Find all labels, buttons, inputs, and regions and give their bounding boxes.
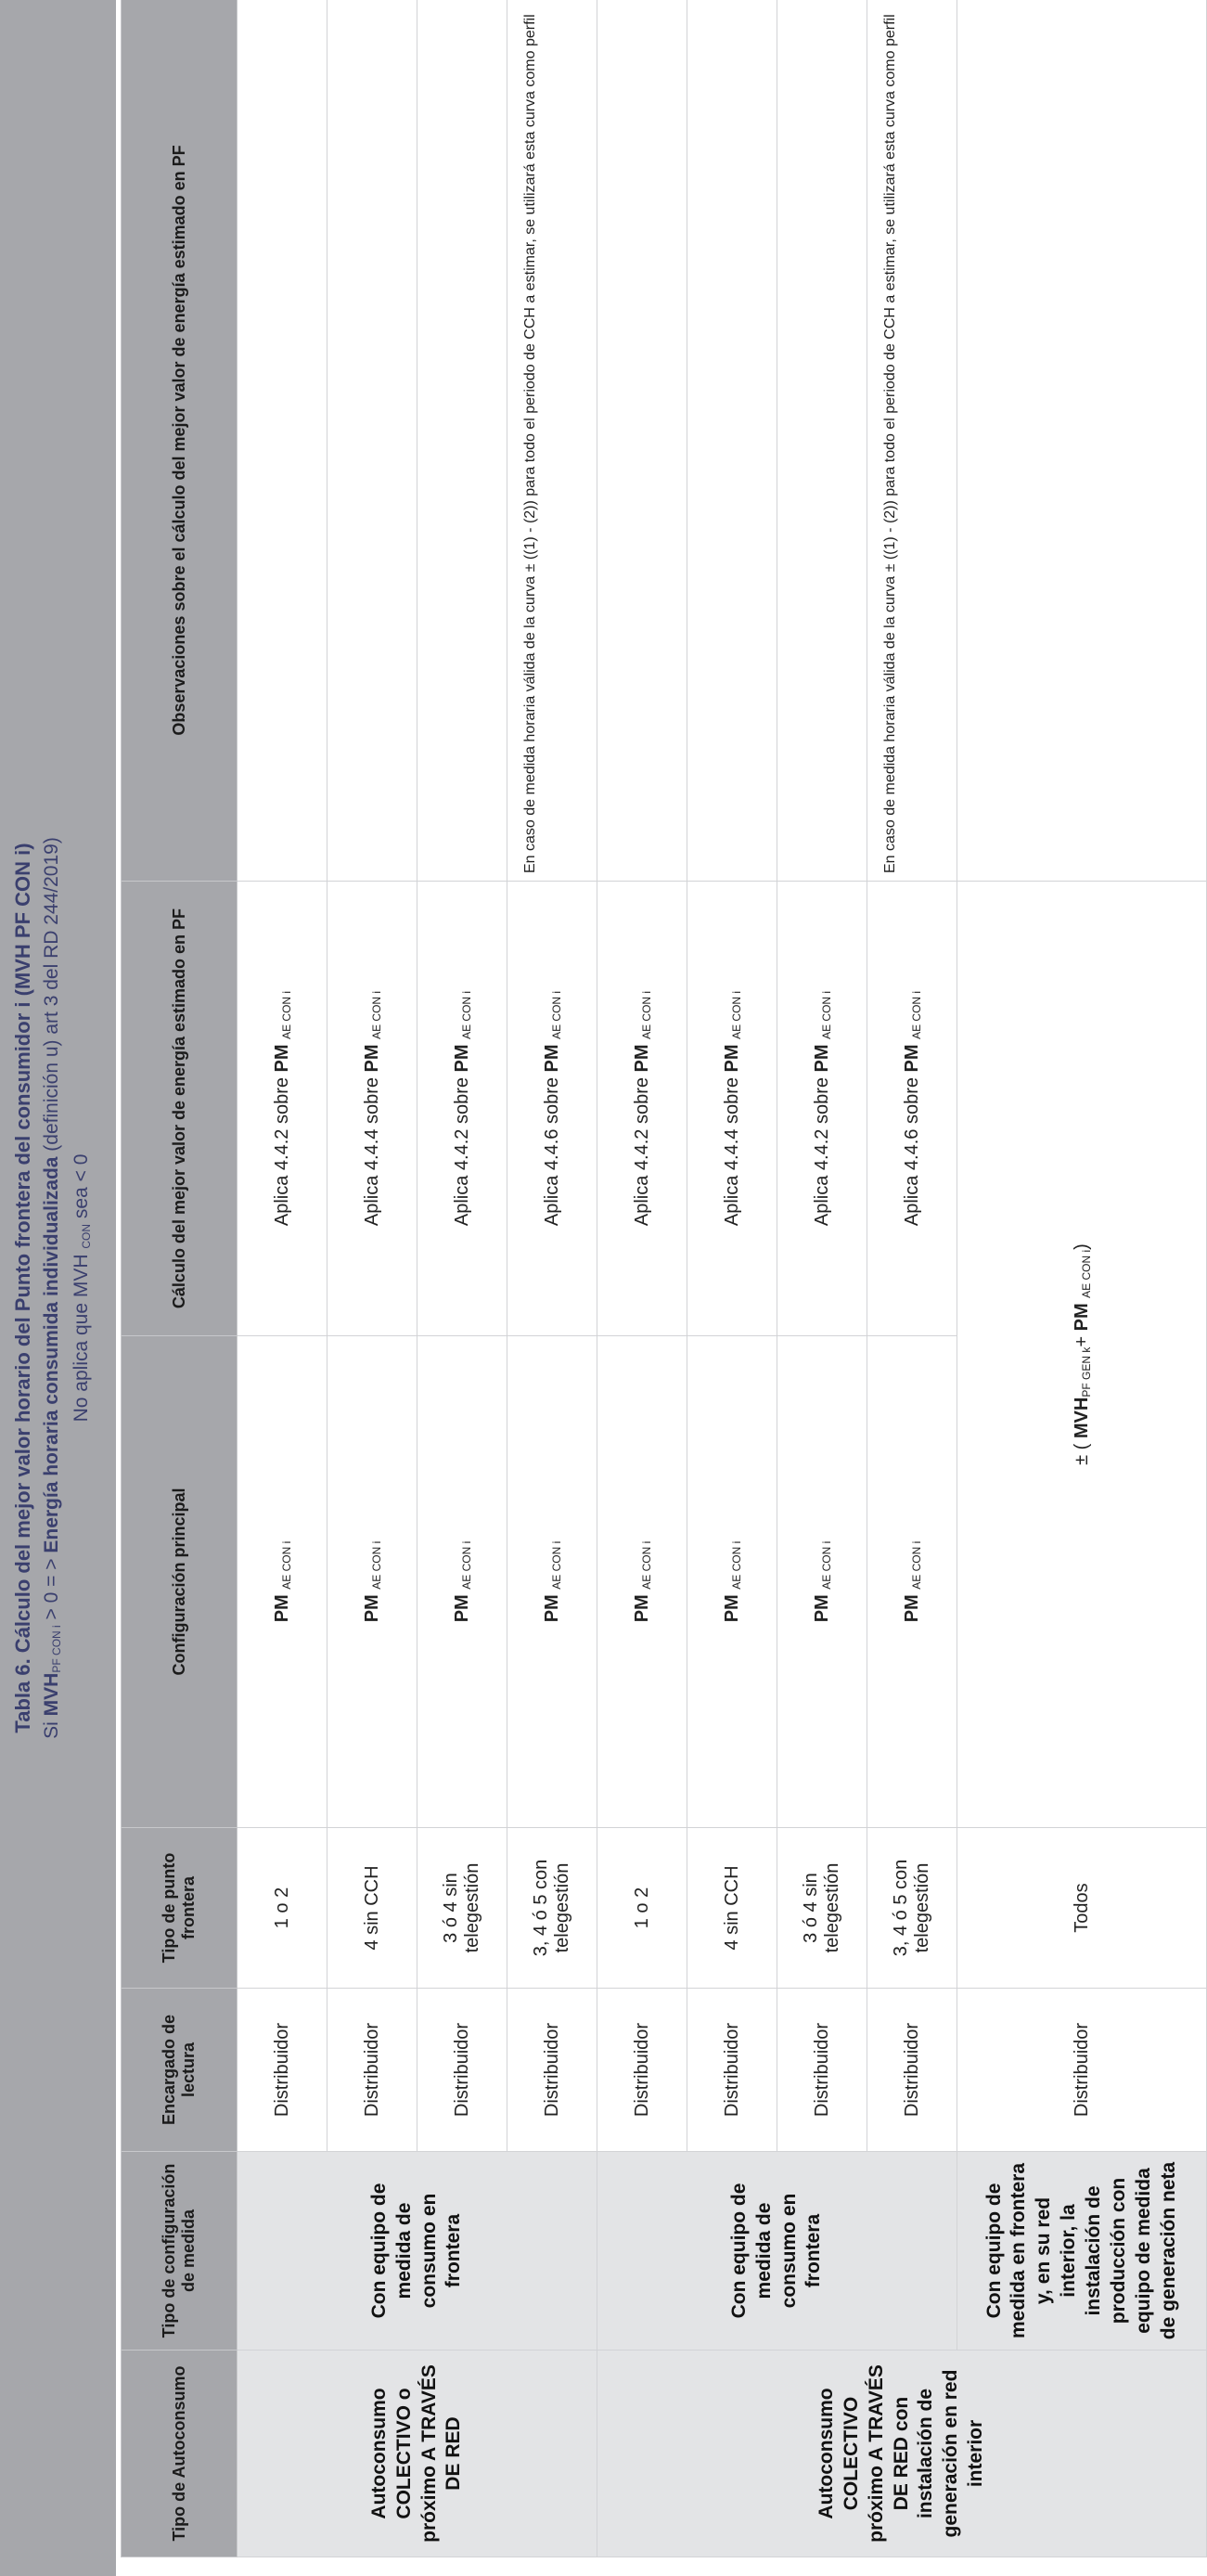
calc-text: Aplica 4.4.2 sobre bbox=[811, 1072, 832, 1227]
title-band bbox=[0, 0, 116, 2576]
pm-subscript: AE CON i bbox=[279, 1540, 293, 1590]
cell-tipo-punto: 3 ó 4 sin telegestión bbox=[777, 1828, 867, 1989]
table-row bbox=[957, 0, 1207, 2557]
pm-label: PM bbox=[361, 1044, 382, 1073]
pm-subscript: AE CON i bbox=[819, 990, 833, 1039]
title-note-prefix: No aplica que MVH bbox=[71, 1248, 92, 1423]
cell-encargado: Distribuidor bbox=[867, 1989, 957, 2152]
pm-label: PM bbox=[541, 1594, 562, 1623]
cell-calculo bbox=[417, 882, 507, 1336]
cell-configuracion bbox=[238, 1336, 327, 1828]
pm-label: PM bbox=[811, 1594, 832, 1623]
pm-label: PM bbox=[721, 1044, 742, 1073]
cell-configuracion bbox=[777, 1336, 867, 1828]
cell-tipo-autoconsumo: Autoconsumo COLECTIVO próximo A TRAVÉS DE RED con instalación de generación en red interior bbox=[597, 2351, 1207, 2557]
pm-subscript: AE CON i bbox=[909, 1540, 923, 1590]
pm-label: PM bbox=[721, 1594, 742, 1623]
cell-observaciones bbox=[327, 0, 417, 882]
pm-subscript: AE CON i bbox=[279, 990, 293, 1039]
cell-encargado: Distribuidor bbox=[238, 1989, 327, 2152]
title-definition: (definición u) art 3 del RD 244/2019) bbox=[41, 837, 62, 1157]
title-note-line bbox=[71, 0, 93, 2576]
table-row bbox=[238, 0, 327, 2557]
cell-calculo bbox=[238, 882, 327, 1336]
title-condition-prefix: Si bbox=[41, 1716, 62, 1739]
header-calculo: Cálculo del mejor valor de energía estimado en PF bbox=[122, 882, 238, 1336]
cell-observaciones: En caso de medida horaria válida de la curva ± ((1) - (2)) para todo el periodo de CCH a estimar, se utilizará esta curva como perfil bbox=[867, 0, 957, 882]
formula-pm: PM bbox=[1071, 1303, 1092, 1332]
cell-encargado: Distribuidor bbox=[597, 1989, 687, 2152]
cell-configuracion bbox=[417, 1336, 507, 1828]
calc-text: Aplica 4.4.4 sobre bbox=[721, 1072, 742, 1227]
cell-tipo-punto: Todos bbox=[957, 1828, 1207, 1989]
pm-label: PM bbox=[451, 1594, 472, 1623]
header-tipo-punto: Tipo de punto frontera bbox=[122, 1828, 238, 1989]
formula-pm-subscript: AE CON i bbox=[1079, 1249, 1093, 1298]
calc-text: Aplica 4.4.2 sobre bbox=[631, 1072, 652, 1227]
cell-tipo-autoconsumo: Autoconsumo COLECTIVO o próximo A TRAVÉS DE RED bbox=[238, 2351, 597, 2557]
cell-tipo-punto: 3, 4 ó 5 con telegestión bbox=[867, 1828, 957, 1989]
cell-configuracion bbox=[327, 1336, 417, 1828]
pm-subscript: AE CON i bbox=[729, 990, 743, 1039]
pm-label: PM bbox=[271, 1044, 292, 1073]
calculation-table bbox=[121, 0, 1207, 2557]
pm-subscript: AE CON i bbox=[639, 990, 653, 1039]
cell-tipo-punto: 1 o 2 bbox=[597, 1828, 687, 1989]
title-condition: > 0 = > bbox=[41, 1552, 62, 1626]
pm-subscript: AE CON i bbox=[369, 1540, 383, 1590]
cell-calculo bbox=[327, 882, 417, 1336]
header-observaciones: Observaciones sobre el cálculo del mejor valor de energía estimado en PF bbox=[122, 0, 238, 882]
title-energy-bold: Energía horaria consumida individualizada bbox=[41, 1156, 62, 1553]
cell-calculo bbox=[777, 882, 867, 1336]
cell-observaciones bbox=[597, 0, 687, 882]
calc-text: Aplica 4.4.6 sobre bbox=[541, 1072, 562, 1227]
cell-tipo-configuracion: Con equipo de medida de consumo en frontera bbox=[597, 2152, 957, 2351]
cell-encargado: Distribuidor bbox=[957, 1989, 1207, 2152]
cell-tipo-punto: 4 sin CCH bbox=[687, 1828, 777, 1989]
pm-subscript: AE CON i bbox=[819, 1540, 833, 1590]
cell-observaciones bbox=[777, 0, 867, 882]
pm-label: PM bbox=[631, 1044, 652, 1073]
header-row bbox=[122, 0, 238, 2557]
cell-tipo-punto: 3, 4 ó 5 con telegestión bbox=[507, 1828, 597, 1989]
table-row bbox=[597, 0, 687, 2557]
calc-text: Aplica 4.4.2 sobre bbox=[271, 1072, 292, 1227]
pm-label: PM bbox=[811, 1044, 832, 1073]
formula-mvh-subscript: PF GEN k bbox=[1079, 1346, 1093, 1397]
cell-calculo bbox=[507, 882, 597, 1336]
cell-encargado: Distribuidor bbox=[777, 1989, 867, 2152]
cell-encargado: Distribuidor bbox=[327, 1989, 417, 2152]
cell-encargado: Distribuidor bbox=[507, 1989, 597, 2152]
cell-observaciones bbox=[957, 0, 1207, 882]
pm-subscript: AE CON i bbox=[639, 1540, 653, 1590]
header-tipo-configuracion: Tipo de configuración de medida bbox=[122, 2152, 238, 2351]
title-note-rest: sea < 0 bbox=[71, 1153, 92, 1224]
pm-subscript: AE CON i bbox=[369, 990, 383, 1039]
title-condition-line bbox=[41, 0, 63, 2576]
cell-tipo-configuracion: Con equipo de medida de consumo en frontera bbox=[238, 2152, 597, 2351]
cell-configuracion bbox=[687, 1336, 777, 1828]
pm-label: PM bbox=[361, 1594, 382, 1623]
cell-configuracion bbox=[597, 1336, 687, 1828]
cell-tipo-configuracion: Con equipo de medida en frontera y, en su red interior, la instalación de producción con equipo de medida de generación neta bbox=[957, 2152, 1207, 2351]
cell-calculo bbox=[597, 882, 687, 1336]
cell-calculo bbox=[867, 882, 957, 1336]
cell-tipo-punto: 3 ó 4 sin telegestión bbox=[417, 1828, 507, 1989]
table-title bbox=[11, 0, 35, 2576]
cell-configuracion bbox=[507, 1336, 597, 1828]
pm-subscript: AE CON i bbox=[909, 990, 923, 1039]
cell-encargado: Distribuidor bbox=[417, 1989, 507, 2152]
pm-subscript: AE CON i bbox=[549, 990, 563, 1039]
pm-label: PM bbox=[451, 1044, 472, 1073]
formula-prefix: ± ( bbox=[1071, 1438, 1092, 1465]
title-mvh: MVH bbox=[41, 1672, 62, 1717]
pm-subscript: AE CON i bbox=[459, 990, 473, 1039]
cell-tipo-punto: 1 o 2 bbox=[238, 1828, 327, 1989]
pm-label: PM bbox=[271, 1594, 292, 1623]
cell-formula bbox=[957, 882, 1207, 1828]
cell-observaciones bbox=[238, 0, 327, 882]
formula-suffix: ) bbox=[1071, 1243, 1092, 1250]
pm-label: PM bbox=[901, 1594, 922, 1623]
pm-subscript: AE CON i bbox=[729, 1540, 743, 1590]
title-mvh-subscript: PF CON i bbox=[50, 1625, 63, 1673]
pm-label: PM bbox=[541, 1044, 562, 1073]
calc-text: Aplica 4.4.4 sobre bbox=[361, 1072, 382, 1227]
cell-configuracion bbox=[867, 1336, 957, 1828]
calc-text: Aplica 4.4.6 sobre bbox=[901, 1072, 922, 1227]
formula-plus: + bbox=[1071, 1331, 1092, 1347]
pm-label: PM bbox=[631, 1594, 652, 1623]
pm-subscript: AE CON i bbox=[549, 1540, 563, 1590]
header-configuracion-principal: Configuración principal bbox=[122, 1336, 238, 1828]
cell-observaciones bbox=[417, 0, 507, 882]
cell-calculo bbox=[687, 882, 777, 1336]
title-note-subscript: CON bbox=[80, 1223, 93, 1249]
header-encargado: Encargado de lectura bbox=[122, 1989, 238, 2152]
cell-observaciones: En caso de medida horaria válida de la curva ± ((1) - (2)) para todo el periodo de CCH a estimar, se utilizará esta curva como perfil bbox=[507, 0, 597, 882]
cell-observaciones bbox=[687, 0, 777, 882]
table-title-text: Tabla 6. Cálculo del mejor valor horario del Punto frontera del consumidor i (MVH PF CON i) bbox=[11, 843, 34, 1733]
pm-subscript: AE CON i bbox=[459, 1540, 473, 1590]
calc-text: Aplica 4.4.2 sobre bbox=[451, 1072, 472, 1227]
cell-encargado: Distribuidor bbox=[687, 1989, 777, 2152]
cell-tipo-punto: 4 sin CCH bbox=[327, 1828, 417, 1989]
pm-label: PM bbox=[901, 1044, 922, 1073]
formula-mvh: MVH bbox=[1071, 1397, 1092, 1439]
header-tipo-autoconsumo: Tipo de Autoconsumo bbox=[122, 2351, 238, 2557]
